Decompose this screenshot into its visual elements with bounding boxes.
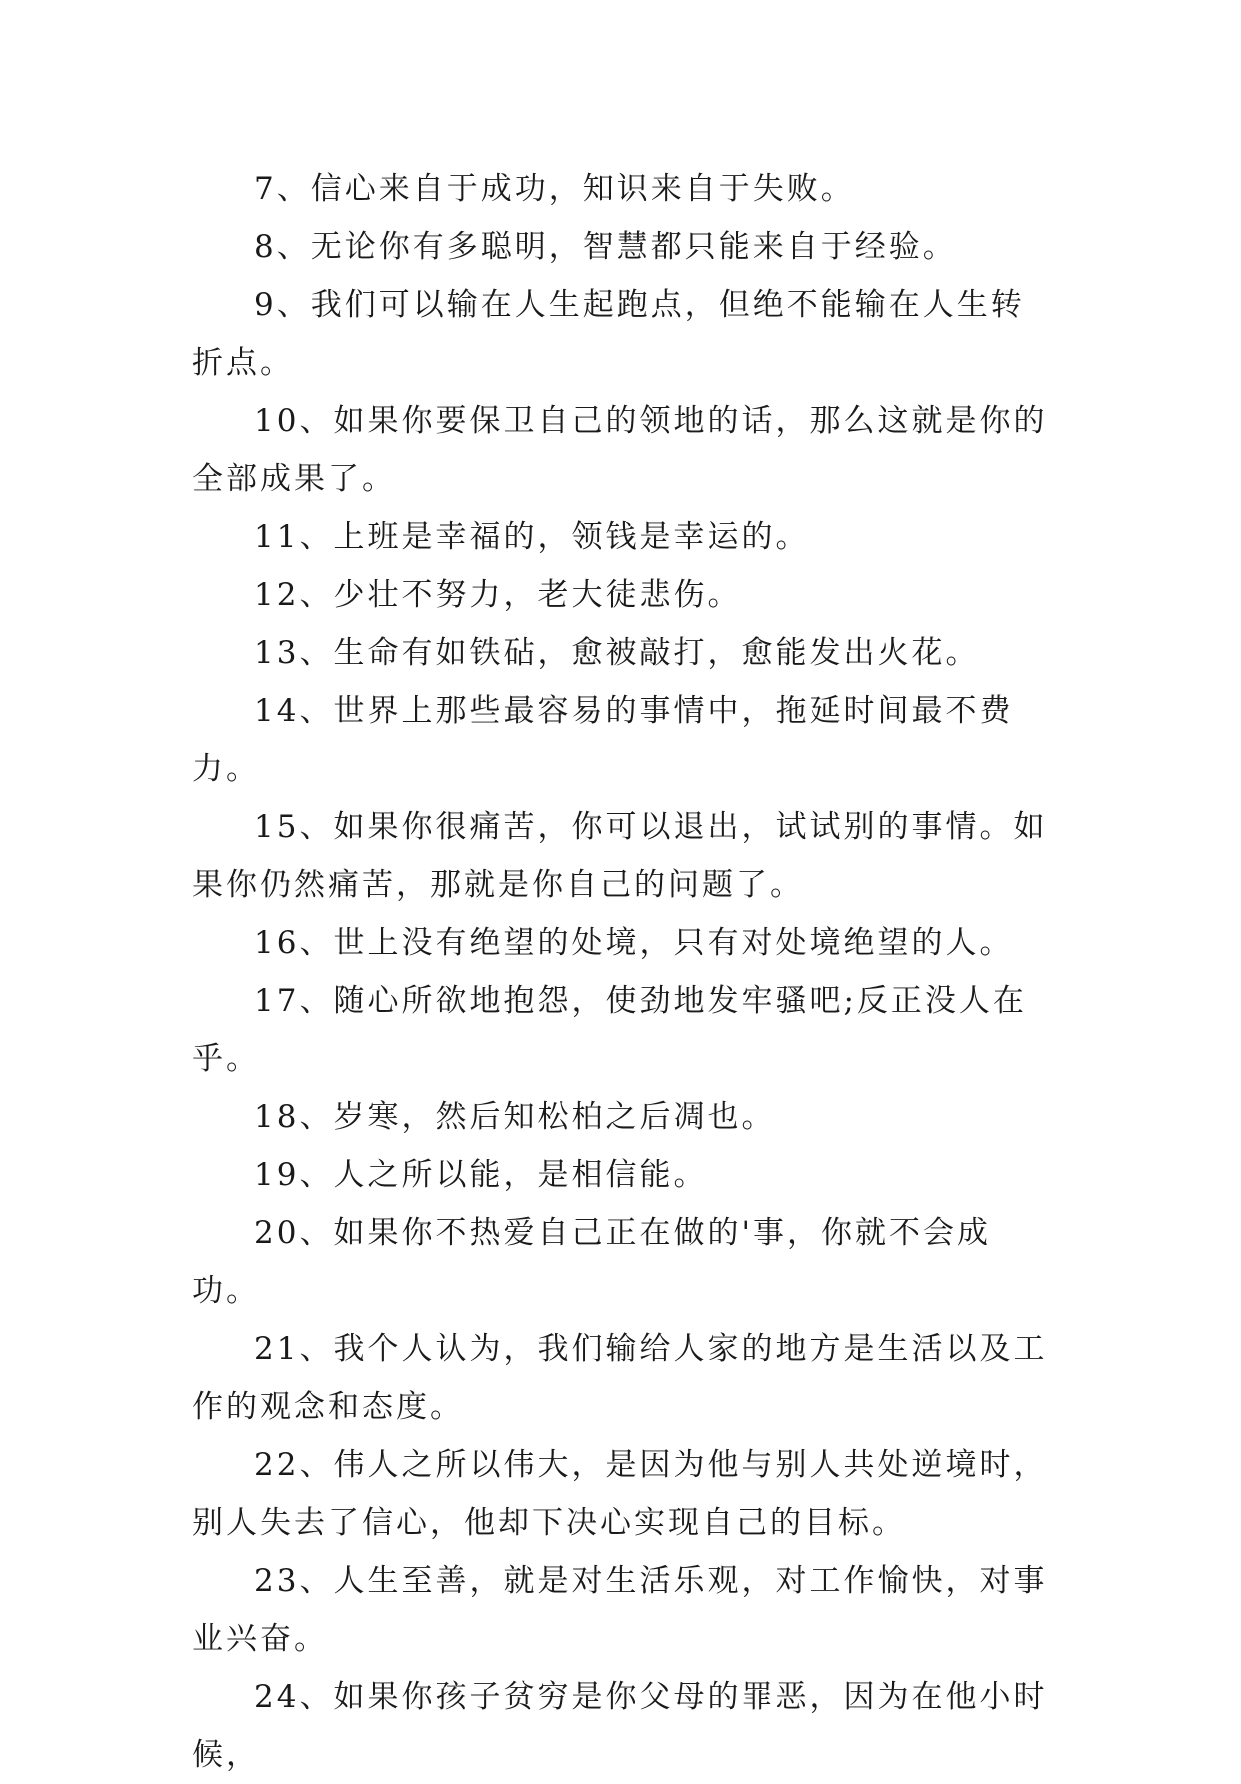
paragraph-22: 22、伟人之所以伟大，是因为他与别人共处逆境时，别人失去了信心，他却下决心实现自己的目标。 bbox=[192, 1447, 1048, 1541]
paragraph-15: 15、如果你很痛苦，你可以退出，试试别的事情。如果你仍然痛苦，那就是你自己的问题了。 bbox=[192, 809, 1048, 903]
paragraph-11: 11、上班是幸福的，领钱是幸运的。 bbox=[254, 519, 810, 555]
paragraph-17: 17、随心所欲地抱怨，使劲地发牢骚吧;反正没人在乎。 bbox=[192, 983, 1027, 1077]
paragraph-12: 12、少壮不努力，老大徒悲伤。 bbox=[254, 577, 742, 613]
paragraph-16: 16、世上没有绝望的处境，只有对处境绝望的人。 bbox=[254, 925, 1014, 961]
paragraph-23: 23、人生至善，就是对生活乐观，对工作愉快，对事业兴奋。 bbox=[192, 1563, 1048, 1657]
paragraph-19: 19、人之所以能，是相信能。 bbox=[254, 1157, 708, 1193]
paragraph-8: 8、无论你有多聪明，智慧都只能来自于经验。 bbox=[254, 229, 957, 265]
paragraph-14: 14、世界上那些最容易的事情中，拖延时间最不费力。 bbox=[192, 693, 1014, 787]
paragraph-18: 18、岁寒，然后知松柏之后凋也。 bbox=[254, 1099, 776, 1135]
paragraph-7: 7、信心来自于成功，知识来自于失败。 bbox=[254, 171, 855, 207]
paragraph-9: 9、我们可以输在人生起跑点，但绝不能输在人生转折点。 bbox=[192, 287, 1025, 381]
document-body bbox=[192, 160, 1052, 1784]
paragraph-20: 20、如果你不热爱自己正在做的'事，你就不会成功。 bbox=[192, 1215, 991, 1309]
paragraph-10: 10、如果你要保卫自己的领地的话，那么这就是你的全部成果了。 bbox=[192, 403, 1048, 497]
paragraph-24: 24、如果你孩子贫穷是你父母的罪恶，因为在他小时候， bbox=[192, 1679, 1048, 1773]
paragraph-13: 13、生命有如铁砧，愈被敲打，愈能发出火花。 bbox=[254, 635, 980, 671]
paragraph-21: 21、我个人认为，我们输给人家的地方是生活以及工作的观念和态度。 bbox=[192, 1331, 1048, 1425]
